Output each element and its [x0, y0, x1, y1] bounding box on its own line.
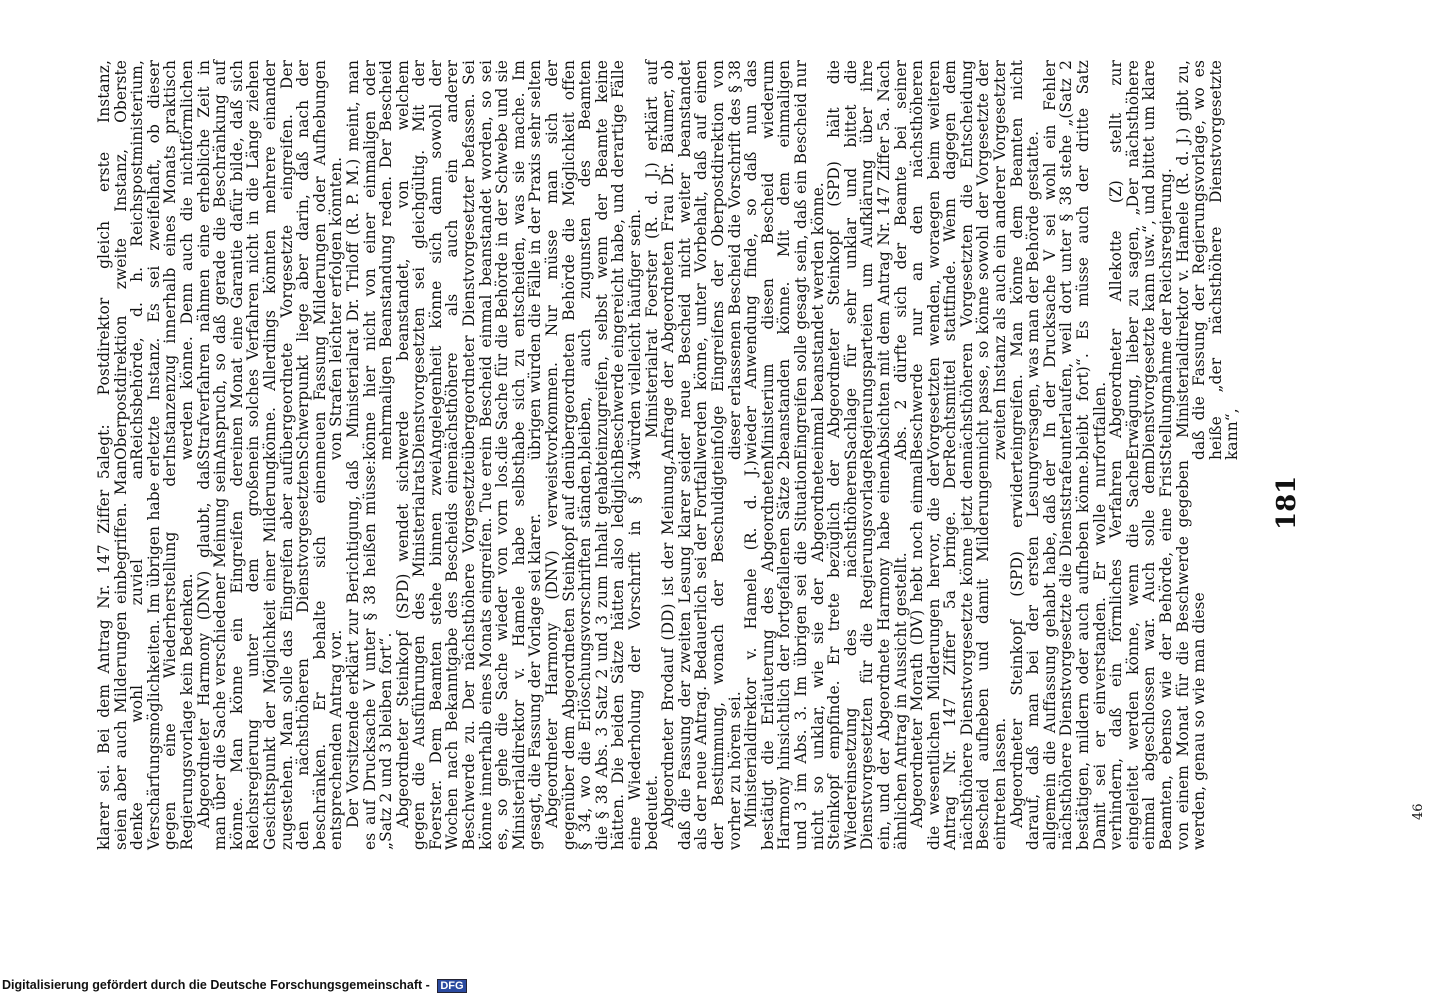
page-number: 181 — [1272, 475, 1302, 530]
text-column-right — [95, 460, 1209, 850]
dfg-logo: DFG — [437, 979, 466, 993]
paragraph: klarer sei. Bei dem Antrag Nr. 147 Ziffer 5a seien aber auch Milderungen einbegriffen. Man denke wohl zuviel an Verschärfungsmöglichkeiten. Im übrigen habe er gegen eine Wiederherstellung der Regierungsvorlage kein Bedenken. — [95, 460, 196, 850]
paragraph: Abgeordneter Harmony (DNV) glaubt, daß man über die Sache verschiedener Meinung sein könne. Man könne ein Eingreifen der Reichsregierung unter dem großen Gesichtspunkt der Möglichkeit einer Milderung zugestehen. Man solle das Eingreifen aber auf den nächsthöheren Dienstvorgesetzten beschränken. Er behalte sich einen entsprechenden Antrag vor. — [194, 460, 346, 850]
text-column-left — [95, 60, 1242, 460]
paragraph: In der Drucksache V sei wohl ein Fehler unterlaufen, weil dort unter § 38 stehe „(Satz 2 bleibt fort)“. Es müsse auch der dritte Satz fortfallen. — [1040, 60, 1109, 460]
paragraph: Abgeordneter Harmony (DNV) verweist gegenüber dem Abgeordneten Steinkopf auf den § 34, wo die Erlöschungsvorschriften ständen, die § 38 Abs. 3 Satz 2 und 3 zum Inhalt gehabt hätten. Die beiden Sätze hätten also lediglich eine Wiederholung der Vorschrift in § 34 bedeutet. — [543, 460, 661, 850]
paragraph: Abgeordneter Steinkopf (SPD) erwidert darauf, daß man bei der ersten Lesung allgemein die Auffassung gehabt habe, daß der nächsthöhere Dienstvorgesetzte die Dienststrafe bestätigen, mildern oder auch aufheben könne. Damit sei er einverstanden. Er wolle nur verhindern, daß ein förmliches Verfahren eingeleitet werden könne, wenn die Sache einmal abgeschlossen war. Auch solle dem Beamten, ebenso wie der Behörde, eine Frist von einem Monat für die Beschwerde gegeben werden, genau so wie man diese — [1007, 460, 1209, 850]
paragraph: Abgeordneter Steinkopf (SPD) hält die Sachlage für sehr unklar und bittet die Regierungsparteien um Aufklärung über ihre Absichten mit dem Antrag Nr. 147 Ziffer 5a. Nach Abs. 2 dürfte sich der Beamte bei seiner Beschwerde nur an den nächsthöheren Vorgesetzten wenden, woraegen beim weiteren Rechtsmittel stattfinde. Wenn dagegen dem nächsthöheren Vorgesetzten die Entscheidung nicht passe, so könne sowohl der Vorgesetzte der zweiten Instanz als auch ein anderer Vorgesetzter eingreifen. Man könne dem Beamten nicht versagen, was man der Behörde gestatte. — [825, 60, 1043, 460]
paragraph: Abgeordneter Brodauf (DD) ist der Meinung, daß die Fassung der zweiten Lesung klarer sei als der neue Antrag. Bedauerlich sei der Fortfall der Bestimmung, wonach der Beschuldigte vorher zu hören sei. — [659, 460, 744, 850]
digitization-footer — [2, 978, 1002, 993]
paragraph: Ministerialdirektor v. Hamele (R. d. J.) gibt zu, daß die Fassung der Regierungsvorlage, wo es heiße „der nächsthöhere Dienstvorgesetzte kann“, — [1173, 60, 1242, 460]
paragraph: Ministerialdirektor v. Hamele (R. d. J.) bestätigt die Erläuterung des Abgeordneten Harmony hinsichtlich der fortgefallenen Sätze 2 und 3 im Abs. 3. Im übrigen sei die Situation nicht so unklar, wie sie der Abgeordnete Steinkopf empfinde. Er trete bezüglich der Wiedereinsetzung des nächsthöheren Dienstvorgesetzten für die Regierungsvorlage ein, und der Abgeordnete Harmony habe einen ähnlichen Antrag in Aussicht gestellt. — [742, 460, 910, 850]
digitization-note: Digitalisierung gefördert durch die Deutsche Forschungsgemeinschaft - — [2, 978, 430, 992]
paragraph: Abgeordneter Morath (DV) hebt noch einmal die wesentlichen Milderungen hervor, die der Antrag Nr. 147 Ziffer 5a bringe. Der nächsthöhere Dienstvorgesetzte könne jetzt den Bescheid aufheben und damit Milderungen eintreten lassen. — [908, 460, 1010, 850]
footer-page-number: 46 — [1411, 803, 1426, 820]
paragraph: Ministerialrat Foerster (R. d. J.) erklärt auf Anfrage der Abgeordneten Frau Dr. Bäumer, ob der neue Bescheid nicht weiter beanstandet werden könne, unter Vorbehalt, daß auf einen infolge Eingreifens der Oberpostdirektion von dieser erlassenen Bescheid die Vorschrift des § 38 wieder Anwendung finde, so daß nun das Ministerium diesen Bescheid wiederum beanstanden könne. Mit dem einmaligen Eingreifen solle gesagt sein, daß ein Bescheid nur einmal beanstandet werden könne. — [642, 60, 827, 460]
paragraph: Ministerialrat Dr. Triloff (R. P. M.) meint, man könne hier nicht von einer einmaligen oder mehrmaligen Beanstandung reden. Der Bescheid werde beanstandet, von welchem Dienstvorgesetzten sei gleichgültig. Mit der Angelegenheit könne sich dann sowohl der nächsthöhere als auch ein anderer übergeordneter Dienstvorgesetzter befassen. Sei ein Bescheid einmal beanstandet worden, so sei die Sache für die Behörde in der Schwebe und sie habe sich zu entscheiden, was sie mache. Im übrigen würden die Fälle in der Praxis sehr selten vorkommen. Nur müsse man sich der übergeordneten Behörde die Möglichkeit offen bleiben, auch zugunsten des Beamten einzugreifen, selbst wenn der Beamte keine Beschwerde eingereicht habe, und derartige Fälle würden vielleicht häufiger sein. — [343, 60, 644, 460]
paragraph: legt: Postdirektor gleich erste Instanz, Oberpostdirektion zweite Instanz, Oberste Reichsbehörde, d. h. Reichspostministerium, letzte Instanz. Es sei zweifelhaft, ob dieser Instanzenzug innerhalb eines Monats praktisch werden könne. Denn auch die nichtförmlichen Strafverfahren nähmen eine erhebliche Zeit in Anspruch, so daß gerade die Beschränkung auf einen Monat eine Garantie dafür bilde, daß sich ein solches Verfahren nicht in die Länge ziehen könne. Allerdings könnten mehrere einander übergeordnete Vorgesetzte eingreifen. Der Schwerpunkt liege aber darin, daß nach der neuen Fassung Milderungen oder Aufhebungen von Strafen leichter erfolgen könnten. — [95, 60, 346, 460]
paragraph: Abgeordneter Steinkopf (SPD) wendet sich gegen die Ausführungen des Ministerialrats Foerster. Dem Beamten stehe binnen zwei Wochen nach Bekanntgabe des Bescheids eine Beschwerde zu. Der nächsthöhere Vorgesetzte könne innerhalb eines Monats eingreifen. Tue er es, so gehe die Sache wieder von vorn los. Ministerialdirektor v. Hamele habe selbst gesagt, die Fassung der Vorlage sei klarer. — [393, 460, 545, 850]
paragraph: Der Vorsitzende erklärt zur Berichtigung, daß es auf Drucksache V unter § 38 heißen müsse: „Satz 2 und 3 bleiben fort“. — [343, 460, 396, 850]
paragraph: Abgeordneter Allekotte (Z) stellt zur Erwägung, lieber zu sagen, „Der nächsthöhere Dienstvorgesetzte kann usw.“, und bittet um klare Stellungnahme der Reichsregierung. — [1107, 60, 1175, 460]
